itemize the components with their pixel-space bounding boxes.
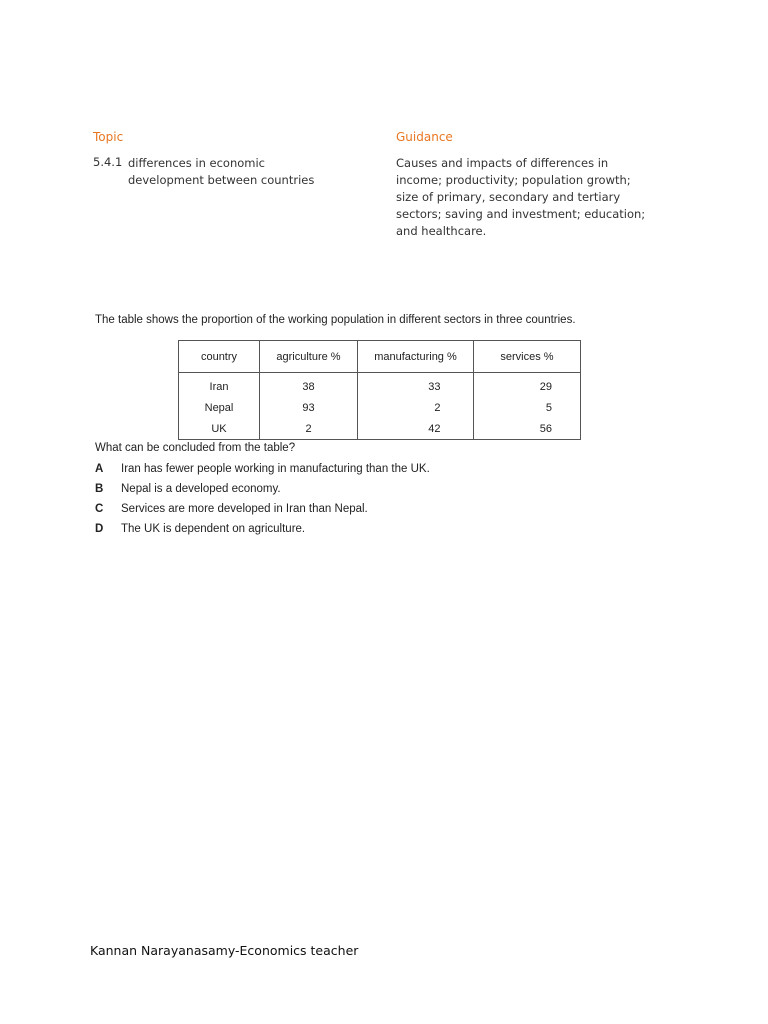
- option-d[interactable]: [95, 523, 305, 535]
- cell-services: [474, 373, 581, 398]
- option-letter: B: [95, 483, 104, 495]
- cell-value: 29: [539, 380, 552, 393]
- col-agriculture-header: agriculture %: [260, 341, 358, 373]
- table-row: [179, 418, 581, 440]
- option-a[interactable]: [95, 463, 430, 475]
- cell-agriculture: 38: [260, 373, 358, 398]
- option-text: Services are more developed in Iran than Nepal.: [121, 503, 368, 515]
- cell-value: 5: [545, 401, 552, 414]
- question-ask: What can be concluded from the table?: [95, 442, 296, 454]
- question-intro: The table shows the proportion of the working population in different sectors in three countries.: [95, 314, 576, 326]
- cell-country: UK: [179, 418, 260, 440]
- cell-manufacturing: [358, 397, 474, 418]
- cell-value: 33: [428, 380, 441, 393]
- cell-services: [474, 418, 581, 440]
- option-b[interactable]: [95, 483, 281, 495]
- col-services-header: services %: [474, 341, 581, 373]
- col-country-header: country: [179, 341, 260, 373]
- topic-heading: Topic: [93, 130, 124, 144]
- table-row: [179, 397, 581, 418]
- option-text: The UK is dependent on agriculture.: [121, 523, 306, 535]
- cell-country: Iran: [179, 373, 260, 398]
- cell-value: 56: [539, 422, 552, 435]
- col-manufacturing-header: manufacturing %: [358, 341, 474, 373]
- topic-text: differences in economic development between countries: [128, 156, 315, 187]
- guidance-heading: Guidance: [396, 130, 453, 144]
- cell-manufacturing: [358, 418, 474, 440]
- cell-value: 42: [428, 422, 441, 435]
- option-text: Iran has fewer people working in manufacturing than the UK.: [121, 463, 430, 475]
- option-letter: D: [95, 523, 104, 535]
- option-text: Nepal is a developed economy.: [121, 483, 281, 495]
- cell-value: 2: [434, 401, 441, 414]
- footer-author: Kannan Narayanasamy-Economics teacher: [90, 943, 359, 958]
- cell-country: Nepal: [179, 397, 260, 418]
- cell-manufacturing: [358, 373, 474, 398]
- cell-agriculture: 2: [260, 418, 358, 440]
- option-letter: C: [95, 503, 104, 515]
- cell-services: [474, 397, 581, 418]
- guidance-text: Causes and impacts of differences in income; productivity; population growth; size of primary, secondary and tertiary sectors; saving and investment; education; and healthcare.: [396, 156, 646, 238]
- option-letter: A: [95, 463, 104, 475]
- sector-table: [178, 340, 581, 440]
- table-row: [179, 373, 581, 398]
- cell-agriculture: 93: [260, 397, 358, 418]
- option-c[interactable]: [95, 503, 368, 515]
- table-header-row: [179, 341, 581, 373]
- topic-number: 5.4.1: [93, 155, 123, 169]
